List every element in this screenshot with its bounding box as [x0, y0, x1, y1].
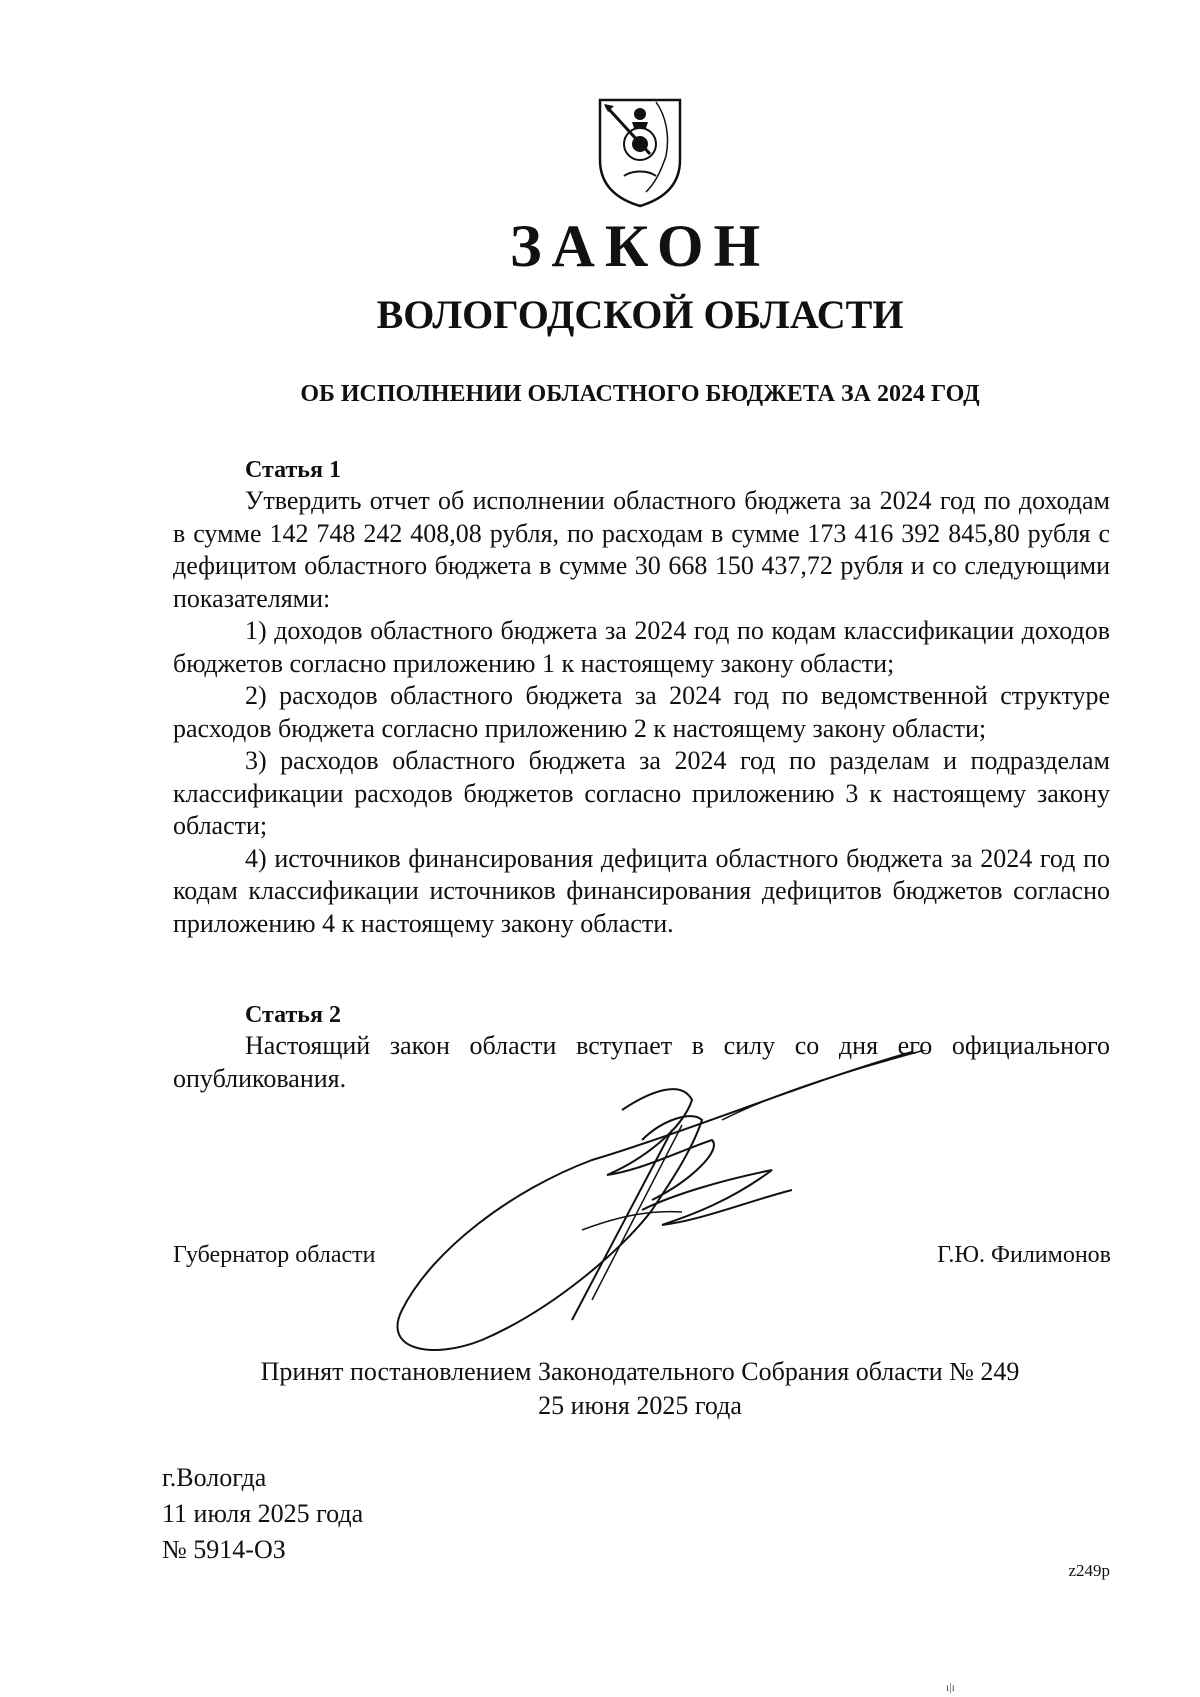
article-1-item-3: 3) расходов областного бюджета за 2024 год по разделам и подразделам классификации расходов бюджетов согласно приложению 3 к настоящему закону области;: [173, 746, 1110, 840]
article-2-paragraph: Настоящий закон области вступает в силу со дня его официального опубликования.: [173, 1031, 1110, 1093]
document-heading: ОБ ИСПОЛНЕНИИ ОБЛАСТНОГО БЮДЖЕТА ЗА 2024 ГОД: [300, 381, 980, 407]
law-number: № 5914-ОЗ: [162, 1535, 286, 1564]
signatory-name: Г.Ю. Филимонов: [937, 1242, 1111, 1268]
vologda-coat-of-arms-icon: [596, 96, 684, 208]
coat-of-arms-emblem: [596, 96, 684, 208]
article-1-paragraph: Утвердить отчет об исполнении областного бюджета за 2024 год по доходам в сумме 142 748 242 408,08 рубля, по расходам в сумме 173 416 392 845,80 рубля с дефицитом областного бюджета в сумме 30 668 150 437,72 рубля и со следующими показателями:: [173, 486, 1110, 613]
footer-mark: ı|ı: [945, 1680, 955, 1694]
law-title: ЗАКОН: [509, 213, 771, 279]
adoption-date: 25 июня 2025 года: [538, 1391, 742, 1420]
signatory-position: Губернатор области: [173, 1242, 376, 1268]
place-city: г.Вологда: [162, 1463, 267, 1492]
document-code: z249p: [1068, 1561, 1110, 1580]
article-1-body: [173, 485, 1110, 940]
article-1-title: Статья 1: [245, 457, 341, 483]
region-title: ВОЛОГОДСКОЙ ОБЛАСТИ: [376, 292, 904, 337]
signing-date: 11 июля 2025 года: [162, 1499, 364, 1528]
adoption-note: [0, 1355, 1200, 1423]
governor-signature: [392, 1050, 972, 1380]
article-2-title: Статья 2: [245, 1002, 341, 1028]
handwritten-signature-image: [392, 1050, 972, 1380]
article-1-item-2: 2) расходов областного бюджета за 2024 год по ведомственной структуре расходов бюджета согласно приложению 2 к настоящему закону области;: [173, 681, 1110, 743]
article-1-item-1: 1) доходов областного бюджета за 2024 год по кодам классификации доходов бюджетов согласно приложению 1 к настоящему закону области;: [173, 616, 1110, 678]
article-1-item-4: 4) источников финансирования дефицита областного бюджета за 2024 год по кодам классификации источников финансирования дефицитов бюджетов согласно приложению 4 к настоящему закону области.: [173, 843, 1110, 938]
adoption-line-1: Принят постановлением Законодательного Собрания области № 249: [260, 1357, 1020, 1386]
place-and-number: [162, 1460, 363, 1568]
